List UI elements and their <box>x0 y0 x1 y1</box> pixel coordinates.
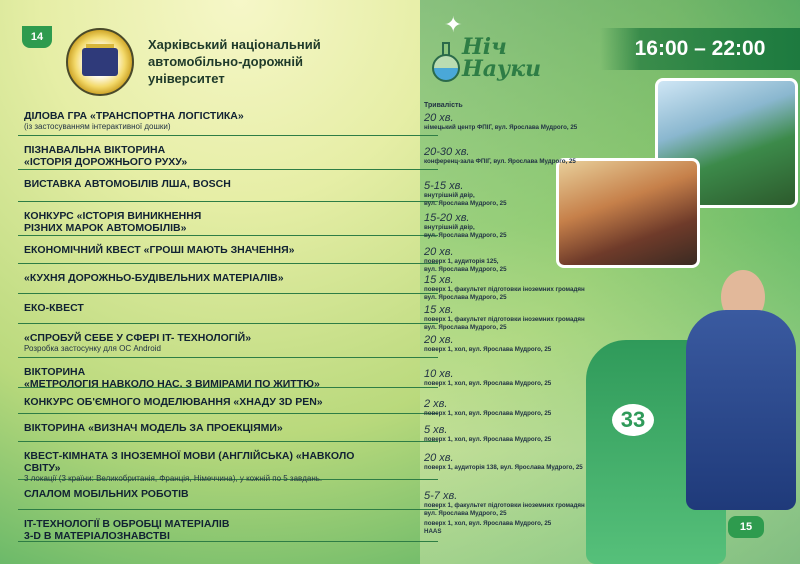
activity-title: ВІКТОРИНА «ВИЗНАЧ МОДЕЛЬ ЗА ПРОЕКЦІЯМИ» <box>24 422 283 434</box>
activity-location: вул. Ярослава Мудрого, 25 <box>424 266 507 273</box>
activity-location: німецький центр ФПІГ, вул. Ярослава Мудрого, 25 <box>424 124 578 131</box>
duration-header <box>424 102 624 110</box>
activity-info <box>424 520 624 536</box>
activity-info <box>424 398 624 418</box>
activity-title: ДІЛОВА ГРА «ТРАНСПОРТНА ЛОГІСТИКА» <box>24 110 244 122</box>
schedule-row <box>18 442 438 483</box>
activity-duration: 5-7 хв. <box>424 490 458 502</box>
activity-duration: 2 хв. <box>424 398 448 410</box>
schedule-row <box>18 294 438 324</box>
activity-location: поверх 1, хол, вул. Ярослава Мудрого, 25 <box>424 520 552 527</box>
activity-subtitle: (із застосуванням інтерактивної дошки) <box>24 122 171 131</box>
activity-duration: 10 хв. <box>424 368 454 380</box>
university-name-line: Харківський національний <box>148 37 321 52</box>
flask-icon <box>432 42 460 84</box>
activity-subtitle: Розробка застосунку для ОС Android <box>24 344 161 353</box>
activity-location: вул. Ярослава Мудрого, 25 <box>424 294 507 301</box>
activity-info <box>424 212 624 240</box>
activity-title: КВЕСТ-КІМНАТА З ІНОЗЕМНОЇ МОВИ (АНГЛІЙСЬКА) «НАВКОЛО <box>24 450 355 462</box>
duration-label: Тривалість <box>424 102 463 109</box>
page-number-left: 14 <box>22 26 52 48</box>
activity-duration: 20 хв. <box>424 452 454 464</box>
activity-title: «КУХНЯ ДОРОЖНЬО-БУДІВЕЛЬНИХ МАТЕРІАЛІВ» <box>24 272 284 284</box>
car-number: 33 <box>612 404 654 436</box>
activity-info <box>424 490 624 518</box>
activity-title: «СПРОБУЙ СЕБЕ У СФЕРІ IT- ТЕХНОЛОГІЙ» <box>24 332 252 344</box>
activity-title: РІЗНИХ МАРОК АВТОМОБІЛІВ» <box>24 222 187 234</box>
activity-location: поверх 1, факультет підготовки іноземних громадян <box>424 316 585 323</box>
schedule-row <box>18 324 438 358</box>
activity-duration: 5 хв. <box>424 424 448 436</box>
activity-title: ВИСТАВКА АВТОМОБІЛІВ ЛША, BOSCH <box>24 178 231 190</box>
activity-duration: 15 хв. <box>424 274 454 286</box>
activity-title: ПІЗНАВАЛЬНА ВІКТОРИНА <box>24 144 166 156</box>
activity-info <box>424 368 624 388</box>
activity-duration: 15 хв. <box>424 304 454 316</box>
activity-title: 3-D В МАТЕРІАЛОЗНАВСТВІ <box>24 530 170 542</box>
activity-info <box>424 424 624 444</box>
activity-title: КОНКУРС «ІСТОРІЯ ВИНИКНЕННЯ <box>24 210 202 222</box>
activity-info <box>424 112 624 132</box>
activity-location: вул. Ярослава Мудрого, 25 <box>424 324 507 331</box>
activity-duration: 20 хв. <box>424 334 454 346</box>
activity-title: СВІТУ» <box>24 462 61 474</box>
schedule-row <box>18 414 438 442</box>
activity-location: поверх 1, хол, вул. Ярослава Мудрого, 25 <box>424 346 552 353</box>
activity-title: КОНКУРС ОБ'ЄМНОГО МОДЕЛЮВАННЯ «ХНАДУ 3D PEN» <box>24 396 323 408</box>
schedule-row <box>18 170 438 202</box>
schedule-row <box>18 264 438 294</box>
activity-title: «МЕТРОЛОГІЯ НАВКОЛО НАС. З ВИМІРАМИ ПО ЖИТТЮ» <box>24 378 320 390</box>
page-number-right: 15 <box>728 516 764 538</box>
schedule-row <box>18 236 438 264</box>
star-icon: ✦ <box>444 12 463 37</box>
activity-info <box>424 274 624 302</box>
event-logo <box>424 12 554 92</box>
event-title-line: Науки <box>462 56 542 82</box>
activity-duration: 20 хв. <box>424 246 454 258</box>
activity-location: поверх 1, факультет підготовки іноземних громадян <box>424 502 585 509</box>
activity-duration: 15-20 хв. <box>424 212 470 224</box>
university-name <box>148 36 368 87</box>
schedule-row <box>18 510 438 542</box>
schedule-row <box>18 102 438 136</box>
activity-info <box>424 246 624 274</box>
activity-location: HAAS <box>424 528 442 535</box>
activity-subtitle: 3 локації (3 країни: Великобританія, Франція, Німеччина), у кожній по 5 завдань. <box>24 474 323 483</box>
activity-title: ВІКТОРИНА <box>24 366 86 378</box>
schedule-row <box>18 480 438 510</box>
activity-title: «ІСТОРІЯ ДОРОЖНЬОГО РУХУ» <box>24 156 188 168</box>
schedule-row <box>18 388 438 414</box>
schedule-row <box>18 202 438 236</box>
schedule-row <box>18 358 438 388</box>
activity-location: вул. Ярослава Мудрого, 25 <box>424 510 507 517</box>
event-title <box>462 36 541 80</box>
activity-info <box>424 304 624 332</box>
activity-title: ЕКО-КВЕСТ <box>24 302 84 314</box>
activity-title: ЕКОНОМІЧНИЙ КВЕСТ «ГРОШІ МАЮТЬ ЗНАЧЕННЯ» <box>24 244 295 256</box>
activity-location: вул. Ярослава Мудрого, 25 <box>424 232 507 239</box>
activity-title: СЛАЛОМ МОБІЛЬНИХ РОБОТІВ <box>24 488 189 500</box>
activity-duration: 5-15 хв. <box>424 180 464 192</box>
activity-location: внутрішній двір, <box>424 192 475 199</box>
university-name-line: університет <box>148 71 225 86</box>
activity-info <box>424 452 624 472</box>
activity-location: поверх 1, хол, вул. Ярослава Мудрого, 25 <box>424 436 552 443</box>
activity-duration: 20-30 хв. <box>424 146 470 158</box>
activity-info <box>424 334 624 354</box>
event-time: 16:00 – 22:00 <box>600 28 800 70</box>
activity-duration: 20 хв. <box>424 112 454 124</box>
activity-location: поверх 1, факультет підготовки іноземних громадян <box>424 286 585 293</box>
event-title-line: Ніч <box>462 34 507 60</box>
activity-title: IT-ТЕХНОЛОГІЇ В ОБРОБЦІ МАТЕРІАЛІВ <box>24 518 230 530</box>
activity-location: поверх 1, аудиторія 125, <box>424 258 499 265</box>
activity-info <box>424 146 624 166</box>
university-name-line: автомобільно-дорожній <box>148 54 303 69</box>
activity-location: поверх 1, хол, вул. Ярослава Мудрого, 25 <box>424 410 552 417</box>
activity-location: внутрішній двір, <box>424 224 475 231</box>
university-logo-icon <box>66 28 134 96</box>
activity-info <box>424 180 624 208</box>
schedule-row <box>18 136 438 170</box>
activity-location: конференц-зала ФПІГ, вул. Ярослава Мудрого, 25 <box>424 158 576 165</box>
activity-location: поверх 1, хол, вул. Ярослава Мудрого, 25 <box>424 380 552 387</box>
activity-location: вул. Ярослава Мудрого, 25 <box>424 200 507 207</box>
activity-location: поверх 1, аудиторія 138, вул. Ярослава Мудрого, 25 <box>424 464 583 471</box>
